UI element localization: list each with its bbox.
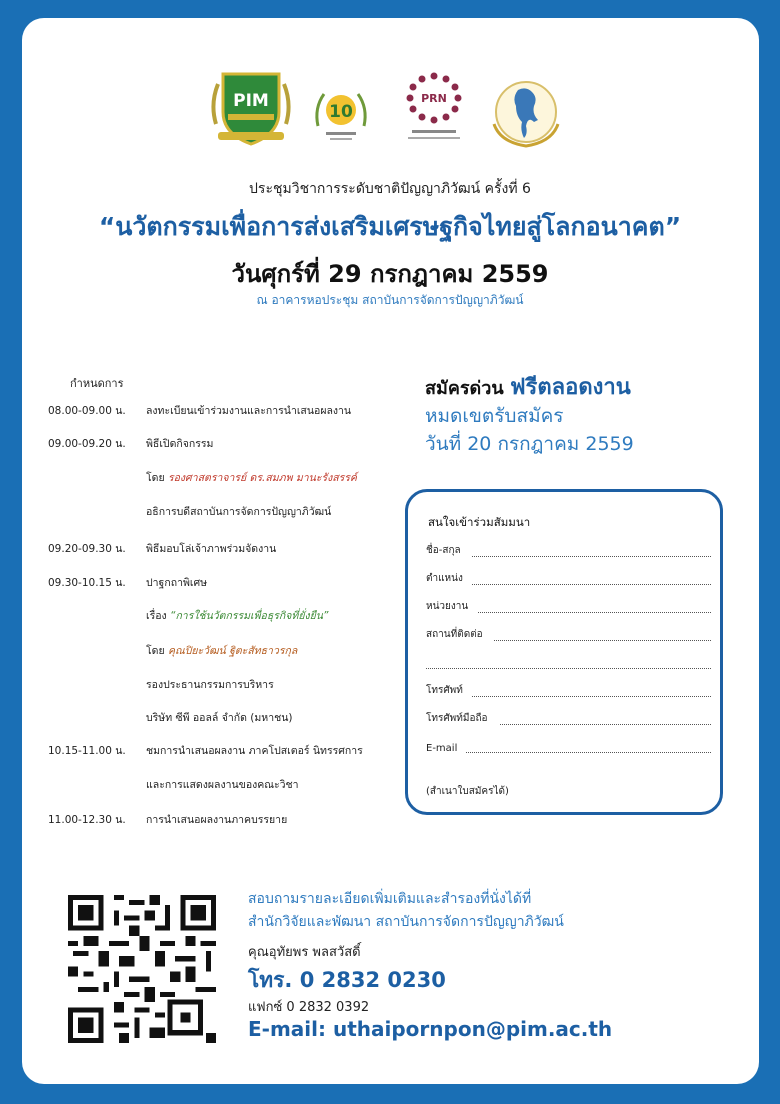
registration-heading (425, 369, 631, 404)
position-field[interactable] (426, 572, 711, 588)
schedule-desc: อธิการบดีสถาบันการจัดการปัญญาภิวัฒน์ (146, 506, 332, 518)
mobile-field[interactable] (426, 712, 711, 728)
schedule-time: 11.00-12.30 น. (48, 814, 126, 826)
schedule-desc: การนำเสนอผลงานภาคบรรยาย (146, 814, 288, 826)
schedule-time: 08.00-09.00 น. (48, 405, 126, 417)
logo-strip (0, 60, 780, 155)
schedule-desc: ชมการนำเสนอผลงาน ภาคโปสเตอร์ นิทรรศการ (146, 745, 363, 757)
speaker-name: รองศาสตราจารย์ ดร.สมภพ มานะรังสรรค์ (167, 472, 357, 484)
keynote-topic: “การใช้นวัตกรรมเพื่อธุรกิจที่ยั่งยืน” (170, 610, 329, 622)
schedule-desc: รองประธานกรรมการบริหาร (146, 679, 274, 691)
contact-line-2: สำนักวิจัยและพัฒนา สถาบันการจัดการปัญญาภิวัฒน์ (248, 914, 564, 930)
pim-logo (208, 64, 294, 150)
conference-theme: “นวัตกรรมเพื่อการส่งเสริมเศรษฐกิจไทยสู่โลกอนาคต” (98, 212, 682, 241)
contact-fax: แฟกซ์ 0 2832 0392 (248, 1000, 370, 1015)
schedule-heading: กำหนดการ (70, 377, 124, 390)
speaker-name: คุณปิยะวัฒน์ ฐิตะสัทธาวรกุล (167, 645, 298, 657)
registration-form (405, 489, 723, 815)
contact-phone[interactable]: โทร. 0 2832 0230 (248, 968, 446, 992)
schedule-desc: พิธีเปิดกิจกรรม (146, 438, 214, 450)
conference-venue: ณ อาคารหอประชุม สถาบันการจัดการปัญญาภิวัฒน์ (256, 293, 524, 307)
contact-name: คุณอุทัยพร พลสวัสดิ์ (248, 945, 361, 960)
schedule-desc-prefix: โดย (146, 472, 168, 484)
anniversary-logo-text: 10 (329, 102, 353, 122)
pim-logo-text: PIM (233, 91, 269, 111)
schedule-time: 09.30-10.15 น. (48, 577, 126, 589)
schedule-desc: ปาฐกถาพิเศษ (146, 577, 208, 589)
address-field-line-2[interactable] (426, 656, 711, 672)
field-label: หน่วยงาน (426, 601, 469, 612)
schedule-desc-prefix: โดย (146, 645, 168, 657)
organization-field[interactable] (426, 600, 711, 616)
conference-title: ประชุมวิชาการระดับชาติปัญญาภิวัฒน์ ครั้งที่ 6 (249, 181, 531, 197)
schedule-time: 10.15-11.00 น. (48, 745, 126, 757)
schedule-desc-prefix: เรื่อง (146, 610, 170, 622)
conference-date: วันศุกร์ที่ 29 กรกฎาคม 2559 (231, 260, 549, 288)
registration-free: ฟรีตลอดงาน (509, 375, 631, 400)
schedule-desc: และการแสดงผลงานของคณะวิชา (146, 779, 299, 791)
deadline-line-2: วันที่ 20 กรกฎาคม 2559 (425, 433, 634, 455)
schedule-time: 09.00-09.20 น. (48, 438, 126, 450)
registration-label: สมัครด่วน (425, 378, 504, 399)
contact-email-link[interactable]: E-mail: uthaipornpon@pim.ac.th (248, 1017, 613, 1041)
field-label: E-mail (426, 743, 458, 754)
field-label: ชื่อ-สกุล (426, 545, 461, 556)
thailand-seal-logo (488, 76, 564, 152)
field-label: โทรศัพท์มือถือ (426, 713, 488, 724)
address-field[interactable] (426, 628, 711, 644)
contact-line-1: สอบถามรายละเอียดเพิ่มเติมและสำรองที่นั่งได้ที่ (248, 891, 532, 907)
name-field[interactable] (426, 544, 711, 560)
form-note: (สำเนาใบสมัครได้) (426, 786, 509, 797)
field-label: โทรศัพท์ (426, 685, 463, 696)
registration-deadline (425, 402, 634, 458)
deadline-line-1: หมดเขตรับสมัคร (425, 405, 564, 427)
prn-logo-text: PRN (421, 92, 447, 105)
field-label: ตำแหน่ง (426, 573, 463, 584)
email-field[interactable] (426, 740, 711, 756)
schedule-desc: ลงทะเบียนเข้าร่วมงานและการนำเสนอผลงาน (146, 405, 352, 417)
schedule-desc: บริษัท ซีพี ออลล์ จำกัด (มหาชน) (146, 712, 293, 724)
anniversary-logo (312, 88, 370, 148)
qr-code[interactable] (68, 895, 216, 1043)
schedule-time: 09.20-09.30 น. (48, 543, 126, 555)
field-label: สถานที่ติดต่อ (426, 629, 483, 640)
form-title: สนใจเข้าร่วมสัมมนา (428, 515, 531, 529)
phone-field[interactable] (426, 684, 711, 700)
prn-logo (398, 70, 470, 150)
schedule-desc: พิธีมอบโล่เจ้าภาพร่วมจัดงาน (146, 543, 277, 555)
